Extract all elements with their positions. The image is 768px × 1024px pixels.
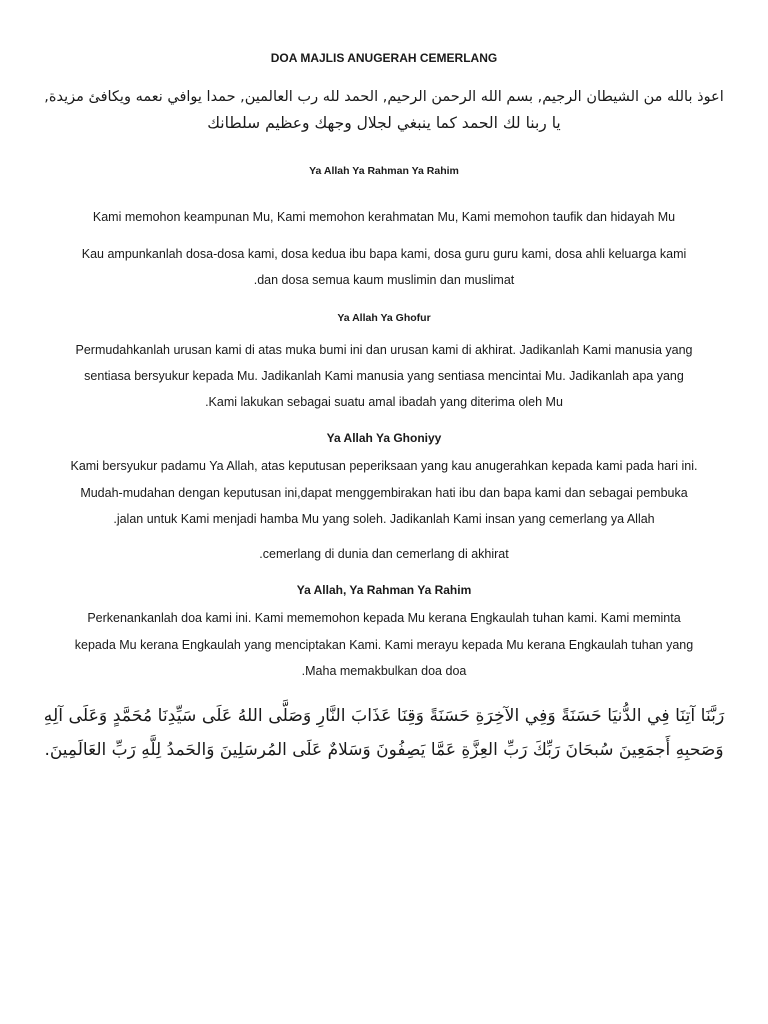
section-3-heading: Ya Allah Ya Ghoniyy: [326, 431, 442, 445]
section-2-paragraph-1-line-3: .Kami lakukan sebagai suatu amal ibadah yang diterima oleh Mu: [205, 395, 563, 409]
section-3-paragraph-1-line-3: .jalan untuk Kami menjadi hamba Mu yang soleh. Jadikanlah Kami insan yang cemerlang ya Allah: [113, 512, 655, 526]
section-4-paragraph-1-line-1: Perkenankanlah doa kami ini. Kami mememohon kepada Mu kerana Engkaulah tuhan kami. Kami meminta: [87, 611, 681, 625]
section-4-heading: Ya Allah, Ya Rahman Ya Rahim: [296, 583, 472, 597]
document-title: DOA MAJLIS ANUGERAH CEMERLANG: [270, 51, 498, 65]
closing-arabic-line-2: وَصَحبِهِ أَجمَعِينَ سُبحَانَ رَبِّكَ رَبِّ العِزَّةِ عَمَّا يَصِفُونَ وَسَلامٌ عَلَى المُرسَلِينَ وَالحَمدُ لِلَّهِ رَبِّ العَالَمِينَ.: [44, 740, 724, 760]
opening-arabic-line-1: اعوذ بالله من الشيطان الرجيم, بسم الله الرحمن الرحيم, الحمد لله رب العالمين, حمدا يوافي نعمه ويكافئ مزيدة,: [44, 89, 724, 105]
section-4-paragraph-1-line-2: kepada Mu kerana Engkaulah yang menciptakan Kami. Kami merayu kepada Mu kerana Engkaulah tuhan yang: [74, 638, 694, 652]
section-1-heading: Ya Allah Ya Rahman Ya Rahim: [309, 165, 459, 177]
section-3-paragraph-1-line-1: Kami bersyukur padamu Ya Allah, atas keputusan peperiksaan yang kau anugerahkan kepada kami pada hari ini.: [70, 459, 698, 473]
section-2-paragraph-1-line-1: Permudahkanlah urusan kami di atas muka bumi ini dan urusan kami di akhirat. Jadikanlah Kami manusia yang: [75, 343, 693, 357]
section-2-heading: Ya Allah Ya Ghofur: [337, 312, 431, 324]
section-3-paragraph-1-line-2: Mudah-mudahan dengan keputusan ini,dapat menggembirakan hati ibu dan bapa kami dan sebagai pembuka: [80, 486, 688, 500]
opening-arabic-line-2: يا ربنا لك الحمد كما ينبغي لجلال وجهك وعظيم سلطانك: [207, 114, 561, 132]
closing-arabic-line-1: رَبَّنَا آتِنَا فِي الدُّنيَا حَسَنَةً وَفِي الآخِرَةِ حَسَنَةً وَقِنَا عَذَابَ النَّارِ وَصَلَّى اللهُ عَلَى سَيِّدِنَا مُحَمَّدٍ وَعَلَى آلِهِ: [43, 706, 725, 726]
section-1-paragraph-2-line-2: .dan dosa semua kaum muslimin dan muslimat: [253, 273, 515, 287]
section-1-paragraph-2-line-1: Kau ampunkanlah dosa-dosa kami, dosa kedua ibu bapa kami, dosa guru guru kami, dosa ahli keluarga kami: [81, 247, 687, 261]
section-3-paragraph-2-line-1: .cemerlang di dunia dan cemerlang di akhirat: [259, 547, 509, 561]
section-2-paragraph-1-line-2: sentiasa bersyukur kepada Mu. Jadikanlah Kami manusia yang sentiasa mencintai Mu. Jadikanlah apa yang: [84, 369, 684, 383]
section-4-paragraph-1-line-3: .Maha memakbulkan doa doa: [301, 664, 467, 678]
section-1-paragraph-1-line-1: Kami memohon keampunan Mu, Kami memohon kerahmatan Mu, Kami memohon taufik dan hidayah Mu: [92, 210, 676, 224]
